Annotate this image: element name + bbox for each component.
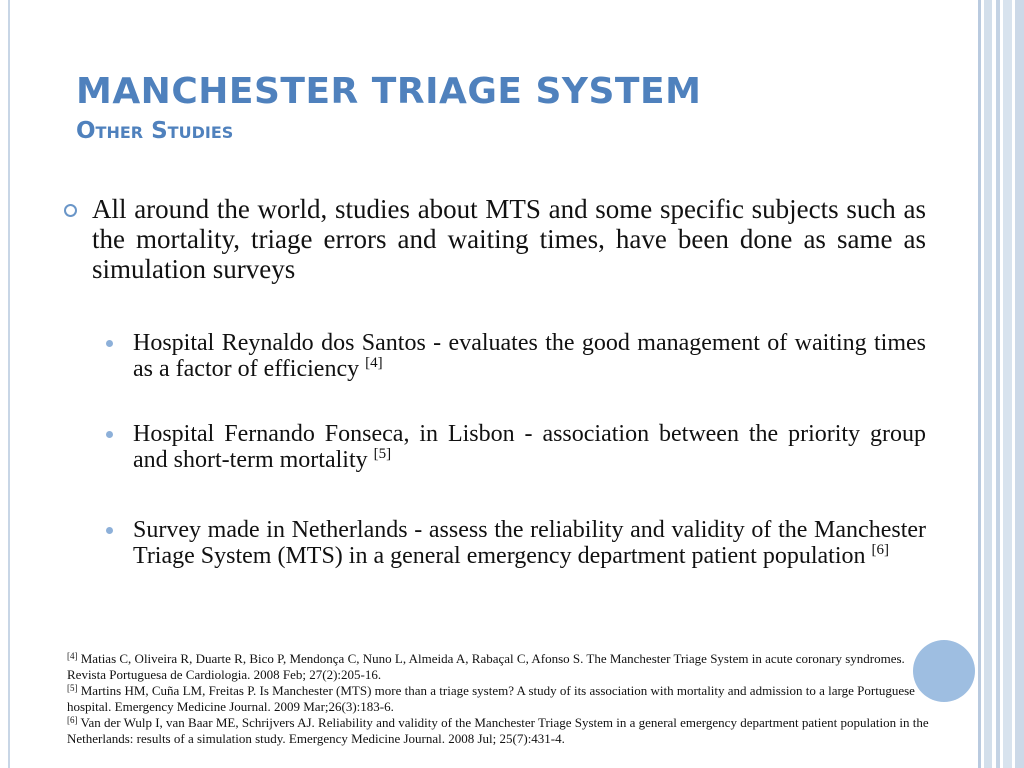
sub-bullet-text xyxy=(133,330,926,382)
decorative-stripe xyxy=(984,0,992,768)
left-border-line xyxy=(8,0,10,768)
reference-item xyxy=(67,683,931,715)
citation-mark: [5] xyxy=(373,446,392,462)
decorative-stripe xyxy=(1015,0,1024,768)
dot-bullet-icon xyxy=(106,340,113,347)
main-bullet xyxy=(64,194,926,284)
decorative-stripe xyxy=(1003,0,1012,768)
sub-bullet xyxy=(106,330,926,382)
reference-item xyxy=(67,715,931,747)
reference-item xyxy=(67,651,931,683)
sub-bullet-body: Hospital Reynaldo dos Santos - evaluates the good management of waiting times as a factor of efficiency xyxy=(133,330,926,382)
reference-mark: [4] xyxy=(67,651,78,661)
reference-text: Matias C, Oliveira R, Duarte R, Bico P, Mendonça C, Nuno L, Almeida A, Rabaçal C, Afonso S. The Manchester Triage System in acute coronary syndromes. Revista Portuguesa de Cardiologia. 2008 Feb; 27(2):205-16. xyxy=(67,651,905,682)
dot-bullet-icon xyxy=(106,527,113,534)
sub-bullet xyxy=(106,517,926,569)
sub-bullet-text xyxy=(133,421,926,473)
slide-title: MANCHESTER TRIAGE SYSTEM xyxy=(76,71,702,112)
reference-mark: [5] xyxy=(67,683,78,693)
decorative-stripe xyxy=(996,0,1000,768)
sub-bullet-body: Survey made in Netherlands - assess the reliability and validity of the Manchester Triage System (MTS) in a general emergency department patient population xyxy=(133,517,926,569)
slide-subtitle: Other Studies xyxy=(76,118,234,144)
ring-bullet-icon xyxy=(64,204,77,217)
sub-bullet-body: Hospital Fernando Fonseca, in Lisbon - association between the priority group and short-term mortality xyxy=(133,421,926,473)
references xyxy=(67,651,931,747)
decorative-circle xyxy=(913,640,975,702)
main-bullet-text: All around the world, studies about MTS and some specific subjects such as the mortality, triage errors and waiting times, have been done as same as simulation surveys xyxy=(92,194,926,284)
sub-bullet xyxy=(106,421,926,473)
citation-mark: [4] xyxy=(365,355,383,371)
citation-mark: [6] xyxy=(871,542,889,558)
reference-text: Martins HM, Cuña LM, Freitas P. Is Manchester (MTS) more than a triage system? A study of its association with mortality and admission to a large Portuguese hospital. Emergency Medicine Journal. 2009 Mar;26(3):183-6. xyxy=(67,683,915,714)
decorative-stripe xyxy=(978,0,981,768)
sub-bullet-text xyxy=(133,517,926,569)
reference-mark: [6] xyxy=(67,715,78,725)
reference-text: Van der Wulp I, van Baar ME, Schrijvers AJ. Reliability and validity of the Manchester Triage System in a general emergency department patient population in the Netherlands: results of a simulation study. Emergency Medicine Journal. 2008 Jul; 25(7):431-4. xyxy=(67,715,929,746)
dot-bullet-icon xyxy=(106,431,113,438)
